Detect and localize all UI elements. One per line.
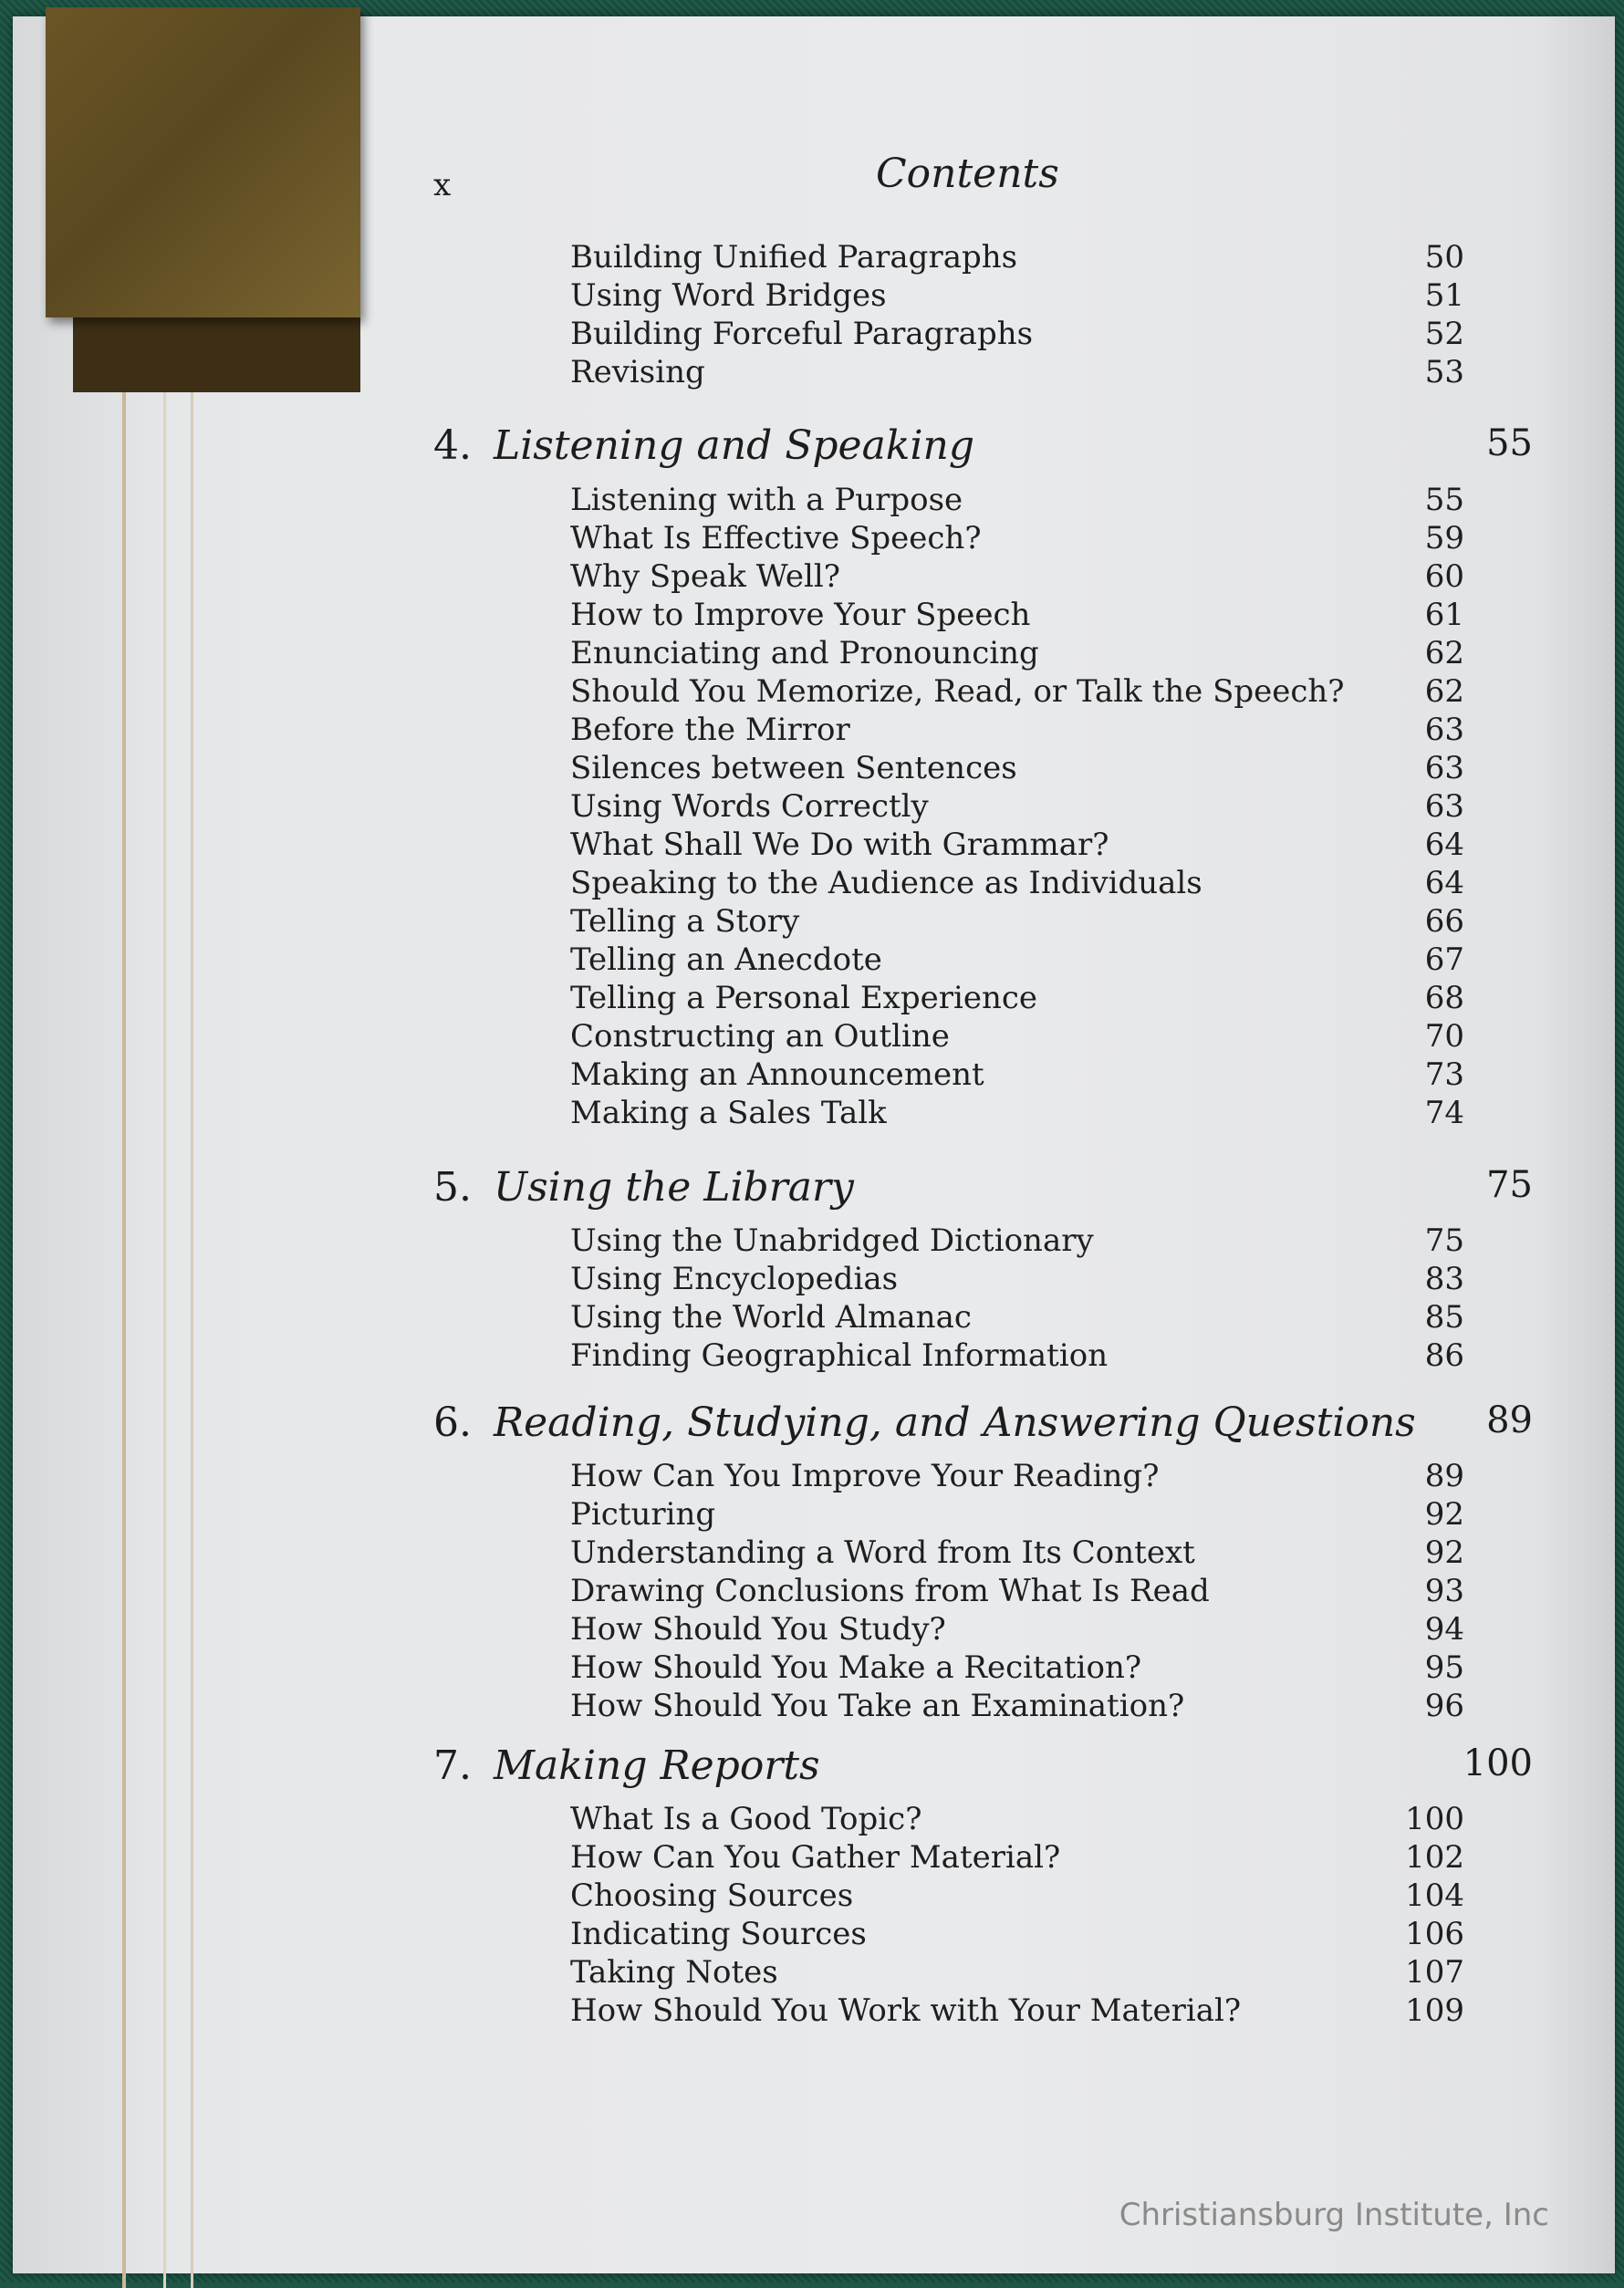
toc-entry-page: 62 xyxy=(1424,635,1464,671)
toc-entry xyxy=(570,1299,1464,1337)
toc-entry-title: How Should You Study? xyxy=(570,1611,946,1648)
chapter-page: 75 xyxy=(1486,1164,1533,1206)
toc-entry-title: Using Encyclopedias xyxy=(570,1261,899,1297)
toc-entry xyxy=(570,1222,1464,1261)
toc-entry-title: Before the Mirror xyxy=(570,712,850,748)
toc-entry-title: Why Speak Well? xyxy=(570,558,840,595)
toc-entry-page: 63 xyxy=(1424,788,1464,825)
toc-entry-title: Using Word Bridges xyxy=(570,277,887,314)
toc-entry xyxy=(570,520,1464,558)
chapter-number: 7. xyxy=(433,1742,472,1789)
toc-entry xyxy=(570,1573,1464,1611)
toc-entry-page: 61 xyxy=(1424,597,1464,633)
toc-entry-page: 60 xyxy=(1424,558,1464,595)
chapter-title: Using the Library xyxy=(494,1164,854,1211)
toc-entry-title: How to Improve Your Speech xyxy=(570,597,1031,633)
toc-entry-title: Should You Memorize, Read, or Talk the Speech? xyxy=(570,673,1345,710)
toc-entry xyxy=(570,1018,1464,1056)
chapter-number: 6. xyxy=(433,1399,472,1446)
toc-entry-title: Building Unified Paragraphs xyxy=(570,239,1018,276)
toc-entry-title: Using the Unabridged Dictionary xyxy=(570,1222,1094,1259)
toc-entry xyxy=(570,941,1464,980)
toc-entry-page: 62 xyxy=(1424,673,1464,710)
toc-entry xyxy=(570,1496,1464,1534)
toc-entry-page: 94 xyxy=(1424,1611,1464,1648)
toc-entry-page: 68 xyxy=(1424,980,1464,1016)
toc-entry-title: How Should You Work with Your Material? xyxy=(570,1992,1242,2029)
toc-entry-page: 63 xyxy=(1424,712,1464,748)
toc-entry-page: 86 xyxy=(1424,1337,1464,1374)
page-gutter-line xyxy=(122,345,126,2288)
toc-entry xyxy=(570,1261,1464,1299)
toc-entry-title: Making a Sales Talk xyxy=(570,1095,887,1131)
toc-entry-title: Speaking to the Audience as Individuals xyxy=(570,865,1202,901)
toc-entry xyxy=(570,277,1464,316)
toc-entry xyxy=(570,239,1464,277)
toc-entry-page: 85 xyxy=(1424,1299,1464,1336)
toc-entry-title: How Can You Gather Material? xyxy=(570,1839,1061,1876)
chapter-heading xyxy=(433,1399,1533,1454)
toc-entry-page: 55 xyxy=(1424,482,1464,518)
toc-entry-page: 92 xyxy=(1424,1496,1464,1533)
toc-entry-title: Building Forceful Paragraphs xyxy=(570,316,1034,352)
toc-entry-title: Using Words Correctly xyxy=(570,788,929,825)
toc-entry xyxy=(570,482,1464,520)
chapter-number: 5. xyxy=(433,1164,472,1211)
page-title: Contents xyxy=(876,151,1059,197)
chapter-page: 100 xyxy=(1463,1742,1533,1784)
toc-entry-title: How Should You Make a Recitation? xyxy=(570,1649,1142,1686)
toc-entry xyxy=(570,1877,1464,1916)
toc-entry xyxy=(570,1056,1464,1095)
toc-entry xyxy=(570,1954,1464,1992)
toc-entry xyxy=(570,1534,1464,1573)
toc-entry-page: 74 xyxy=(1424,1095,1464,1131)
page-gutter-line xyxy=(163,345,166,2288)
toc-entry-page: 109 xyxy=(1405,1992,1464,2029)
toc-entry-page: 66 xyxy=(1424,903,1464,940)
toc-entry-page: 67 xyxy=(1424,941,1464,978)
toc-entry xyxy=(570,1916,1464,1954)
toc-entry-title: Listening with a Purpose xyxy=(570,482,963,518)
toc-entry xyxy=(570,865,1464,903)
toc-entry xyxy=(570,354,1464,392)
toc-entry-page: 104 xyxy=(1405,1877,1464,1914)
toc-entry-title: Enunciating and Pronouncing xyxy=(570,635,1039,671)
toc-entry-title: What Is a Good Topic? xyxy=(570,1801,922,1837)
chapter-heading xyxy=(433,1742,1533,1797)
toc-entry xyxy=(570,1458,1464,1496)
toc-entry xyxy=(570,1688,1464,1726)
toc-entry-page: 102 xyxy=(1405,1839,1464,1876)
toc-entry-page: 93 xyxy=(1424,1573,1464,1609)
toc-entry-title: Drawing Conclusions from What Is Read xyxy=(570,1573,1210,1609)
toc-entry-page: 96 xyxy=(1424,1688,1464,1724)
toc-entry xyxy=(570,316,1464,354)
binder-clip xyxy=(46,7,360,317)
toc-entry-title: Telling an Anecdote xyxy=(570,941,882,978)
toc-entry-title: Silences between Sentences xyxy=(570,750,1017,786)
toc-entry-title: Picturing xyxy=(570,1496,716,1533)
toc-entry-title: Using the World Almanac xyxy=(570,1299,972,1336)
toc-entry xyxy=(570,635,1464,673)
toc-entry xyxy=(570,903,1464,941)
toc-entry xyxy=(570,827,1464,865)
toc-entry-title: Revising xyxy=(570,354,705,390)
toc-entry-page: 52 xyxy=(1424,316,1464,352)
toc-entry xyxy=(570,1649,1464,1688)
toc-entry-title: Choosing Sources xyxy=(570,1877,854,1914)
chapter-page: 89 xyxy=(1486,1399,1533,1441)
chapter-heading xyxy=(433,422,1533,477)
toc-entry-title: Finding Geographical Information xyxy=(570,1337,1109,1374)
chapter-title: Listening and Speaking xyxy=(494,422,975,469)
toc-entry-page: 64 xyxy=(1424,827,1464,863)
toc-entry-page: 83 xyxy=(1424,1261,1464,1297)
toc-entry xyxy=(570,558,1464,597)
toc-entry-title: Constructing an Outline xyxy=(570,1018,950,1055)
toc-entry xyxy=(570,788,1464,827)
page-folio: x xyxy=(433,167,452,203)
toc-entry-title: Indicating Sources xyxy=(570,1916,867,1952)
toc-entry xyxy=(570,1801,1464,1839)
toc-entry-page: 70 xyxy=(1424,1018,1464,1055)
watermark-text: Christiansburg Institute, Inc xyxy=(1119,2197,1549,2233)
toc-entry-page: 95 xyxy=(1424,1649,1464,1686)
toc-entry-title: How Should You Take an Examination? xyxy=(570,1688,1185,1724)
toc-entry xyxy=(570,673,1464,712)
toc-entry xyxy=(570,1337,1464,1376)
toc-entry-page: 89 xyxy=(1424,1458,1464,1494)
chapter-page: 55 xyxy=(1486,422,1533,464)
chapter-title: Reading, Studying, and Answering Questions xyxy=(494,1399,1416,1446)
toc-entry-title: Understanding a Word from Its Context xyxy=(570,1534,1195,1571)
toc-entry-page: 107 xyxy=(1405,1954,1464,1991)
toc-entry-page: 92 xyxy=(1424,1534,1464,1571)
toc-entry xyxy=(570,712,1464,750)
toc-entry xyxy=(570,597,1464,635)
toc-entry-page: 53 xyxy=(1424,354,1464,390)
toc-entry-page: 100 xyxy=(1405,1801,1464,1837)
toc-entry-title: Telling a Personal Experience xyxy=(570,980,1038,1016)
toc-entry-page: 50 xyxy=(1424,239,1464,276)
toc-entry-page: 64 xyxy=(1424,865,1464,901)
toc-entry xyxy=(570,1095,1464,1133)
toc-entry-page: 59 xyxy=(1424,520,1464,556)
chapter-title: Making Reports xyxy=(494,1742,820,1789)
toc-entry xyxy=(570,980,1464,1018)
toc-entry xyxy=(570,750,1464,788)
chapter-number: 4. xyxy=(433,422,472,469)
chapter-heading xyxy=(433,1164,1533,1219)
toc-entry-title: Making an Announcement xyxy=(570,1056,984,1093)
toc-entry xyxy=(570,1611,1464,1649)
toc-entry-title: How Can You Improve Your Reading? xyxy=(570,1458,1160,1494)
toc-entry-title: Telling a Story xyxy=(570,903,800,940)
toc-entry-page: 106 xyxy=(1405,1916,1464,1952)
toc-entry-page: 63 xyxy=(1424,750,1464,786)
toc-entry-page: 73 xyxy=(1424,1056,1464,1093)
toc-entry-page: 51 xyxy=(1424,277,1464,314)
toc-entry-title: What Shall We Do with Grammar? xyxy=(570,827,1109,863)
page-gutter-line xyxy=(191,345,193,2288)
toc-entry-title: What Is Effective Speech? xyxy=(570,520,982,556)
toc-entry-title: Taking Notes xyxy=(570,1954,778,1991)
toc-entry xyxy=(570,1839,1464,1877)
toc-entry xyxy=(570,1992,1464,2031)
toc-entry-page: 75 xyxy=(1424,1222,1464,1259)
